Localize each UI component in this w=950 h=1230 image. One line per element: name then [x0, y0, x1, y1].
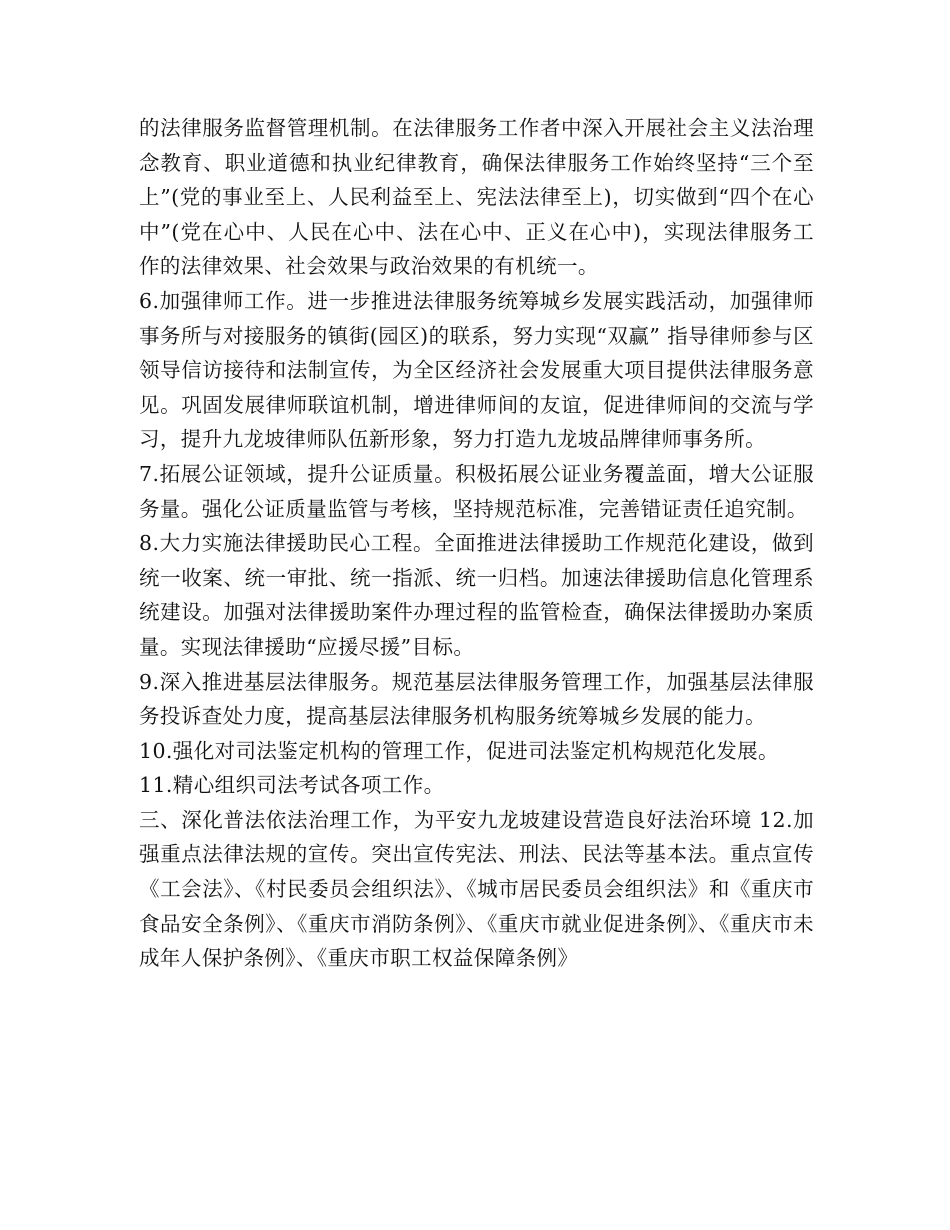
- paragraph-section-3: 三、深化普法依法治理工作，为平安九龙坡建设营造良好法治环境 12.加强重点法律法规的宣传。突出宣传宪法、刑法、民法等基本法。重点宣传《工会法》、《村民委员会组织法》、《城市居民委员会组织法》和《重庆市食品安全条例》、《重庆市消防条例》、《重庆市就业促进条例》、《重庆市未成年人保护条例》、《重庆市职工权益保障条例》: [139, 807, 814, 971]
- paragraph-item-11: 11.精心组织司法考试各项工作。: [139, 773, 445, 798]
- paragraph-item-9: 9.深入推进基层法律服务。规范基层法律服务管理工作，加强基层法律服务投诉查处力度，提高基层法律服务机构服务统筹城乡发展的能力。: [139, 669, 814, 729]
- paragraph-item-8: 8.大力实施法律援助民心工程。全面推进法律援助工作规范化建设，做到统一收案、统一审批、统一指派、统一归档。加速法律援助信息化管理系统建设。加强对法律援助案件办理过程的监管检查，确保法律援助办案质量。实现法律援助“应援尽援”目标。: [139, 531, 814, 659]
- paragraph-continuation: 的法律服务监督管理机制。在法律服务工作者中深入开展社会主义法治理念教育、职业道德和执业纪律教育，确保法律服务工作始终坚持“三个至上”(党的事业至上、人民利益至上、宪法法律至上)，切实做到“四个在心中”(党在心中、人民在心中、法在心中、正义在心中)，实现法律服务工作的法律效果、社会效果与政治效果的有机统一。: [139, 116, 814, 279]
- paragraph-item-6: 6.加强律师工作。进一步推进法律服务统筹城乡发展实践活动，加强律师事务所与对接服务的镇街(园区)的联系，努力实现“双赢” 指导律师参与区领导信访接待和法制宣传，为全区经济社会发展重大项目提供法律服务意见。巩固发展律师联谊机制，增进律师间的友谊，促进律师间的交流与学习，提升九龙坡律师队伍新形象，努力打造九龙坡品牌律师事务所。: [139, 288, 814, 452]
- paragraph-item-10: 10.强化对司法鉴定机构的管理工作，促进司法鉴定机构规范化发展。: [139, 738, 779, 763]
- paragraph-item-7: 7.拓展公证领域，提升公证质量。积极拓展公证业务覆盖面，增大公证服务量。强化公证质量监管与考核，坚持规范标准，完善错证责任追究制。: [139, 461, 814, 521]
- document-body: [139, 111, 814, 976]
